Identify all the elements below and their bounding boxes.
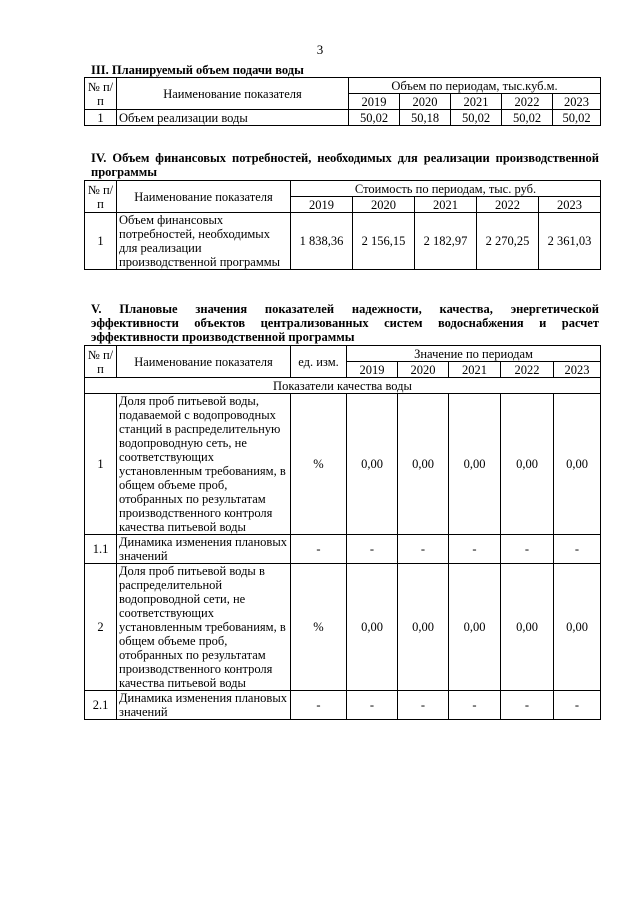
row-value: 2 270,25 [477, 213, 539, 270]
row-value: 50,02 [349, 110, 400, 126]
table-row [85, 564, 601, 691]
row-unit: % [291, 564, 347, 691]
section-3-heading: III. Планируемый объем подачи воды [91, 63, 304, 77]
row-value: - [398, 535, 449, 564]
col-num-header: № п/п [85, 346, 117, 378]
col-name-header: Наименование показателя [117, 346, 291, 378]
row-name: Динамика изменения плановых значений [117, 691, 291, 720]
row-name: Динамика изменения плановых значений [117, 535, 291, 564]
row-value: 0,00 [398, 564, 449, 691]
row-value: 0,00 [398, 394, 449, 535]
row-num: 2.1 [85, 691, 117, 720]
year-header: 2020 [398, 362, 449, 378]
row-value: 50,18 [400, 110, 451, 126]
year-header: 2019 [291, 197, 353, 213]
row-value: - [347, 535, 398, 564]
year-header: 2019 [347, 362, 398, 378]
col-name-header: Наименование показателя [117, 78, 349, 110]
table-subheader: Показатели качества воды [85, 378, 601, 394]
row-num: 2 [85, 564, 117, 691]
section-5-heading: V. Плановые значения показателей надежности, качества, энергетической эффективности объектов централизованных систем водоснабжения и расчет эффективности производственной программы [91, 302, 599, 344]
row-value: 0,00 [501, 394, 554, 535]
row-value: 50,02 [451, 110, 502, 126]
row-value: - [554, 691, 601, 720]
row-value: 0,00 [347, 394, 398, 535]
row-value: 0,00 [347, 564, 398, 691]
year-header: 2022 [501, 362, 554, 378]
year-header: 2021 [415, 197, 477, 213]
year-header: 2023 [553, 94, 601, 110]
section-4-heading: IV. Объем финансовых потребностей, необходимых для реализации производственной программы [91, 151, 599, 179]
row-value: 50,02 [553, 110, 601, 126]
row-value: 2 182,97 [415, 213, 477, 270]
row-name: Доля проб питьевой воды в распределительной водопроводной сети, не соответствующих установленным требованиям, в общем объеме проб, отобранных по результатам производственного контроля качества питьевой воды [117, 564, 291, 691]
row-value: 0,00 [449, 394, 501, 535]
table-row [85, 110, 601, 126]
row-value: 1 838,36 [291, 213, 353, 270]
row-name: Доля проб питьевой воды, подаваемой с водопроводных станций в распределительную водопроводную сеть, не соответствующих установленным требованиям, в общем объеме проб, отобранных по результатам производственного контроля качества питьевой воды [117, 394, 291, 535]
row-value: 2 156,15 [353, 213, 415, 270]
row-value: 0,00 [554, 564, 601, 691]
row-value: 0,00 [449, 564, 501, 691]
financial-needs-table [84, 180, 601, 270]
year-header: 2020 [353, 197, 415, 213]
row-value: - [347, 691, 398, 720]
row-name: Объем реализации воды [117, 110, 349, 126]
col-group-header: Объем по периодам, тыс.куб.м. [349, 78, 601, 94]
row-value: 0,00 [554, 394, 601, 535]
row-unit: - [291, 535, 347, 564]
row-value: - [501, 535, 554, 564]
table-row [85, 213, 601, 270]
year-header: 2021 [449, 362, 501, 378]
col-group-header: Значение по периодам [347, 346, 601, 362]
reliability-indicators-table [84, 345, 601, 720]
row-num: 1.1 [85, 535, 117, 564]
row-value: 2 361,03 [539, 213, 601, 270]
year-header: 2023 [554, 362, 601, 378]
row-num: 1 [85, 110, 117, 126]
year-header: 2019 [349, 94, 400, 110]
row-num: 1 [85, 394, 117, 535]
col-num-header: № п/п [85, 181, 117, 213]
row-value: - [449, 691, 501, 720]
row-value: - [554, 535, 601, 564]
water-supply-table [84, 77, 601, 126]
year-header: 2022 [502, 94, 553, 110]
table-row [85, 394, 601, 535]
year-header: 2021 [451, 94, 502, 110]
table-row [85, 535, 601, 564]
row-value: 50,02 [502, 110, 553, 126]
col-name-header: Наименование показателя [117, 181, 291, 213]
row-value: - [398, 691, 449, 720]
year-header: 2020 [400, 94, 451, 110]
col-group-header: Стоимость по периодам, тыс. руб. [291, 181, 601, 197]
page-number: 3 [316, 42, 324, 57]
row-num: 1 [85, 213, 117, 270]
col-unit-header: ед. изм. [291, 346, 347, 378]
row-unit: % [291, 394, 347, 535]
row-name: Объем финансовых потребностей, необходимых для реализации производственной программы [117, 213, 291, 270]
year-header: 2022 [477, 197, 539, 213]
table-row [85, 691, 601, 720]
row-unit: - [291, 691, 347, 720]
row-value: - [501, 691, 554, 720]
col-num-header: № п/п [85, 78, 117, 110]
row-value: - [449, 535, 501, 564]
row-value: 0,00 [501, 564, 554, 691]
year-header: 2023 [539, 197, 601, 213]
